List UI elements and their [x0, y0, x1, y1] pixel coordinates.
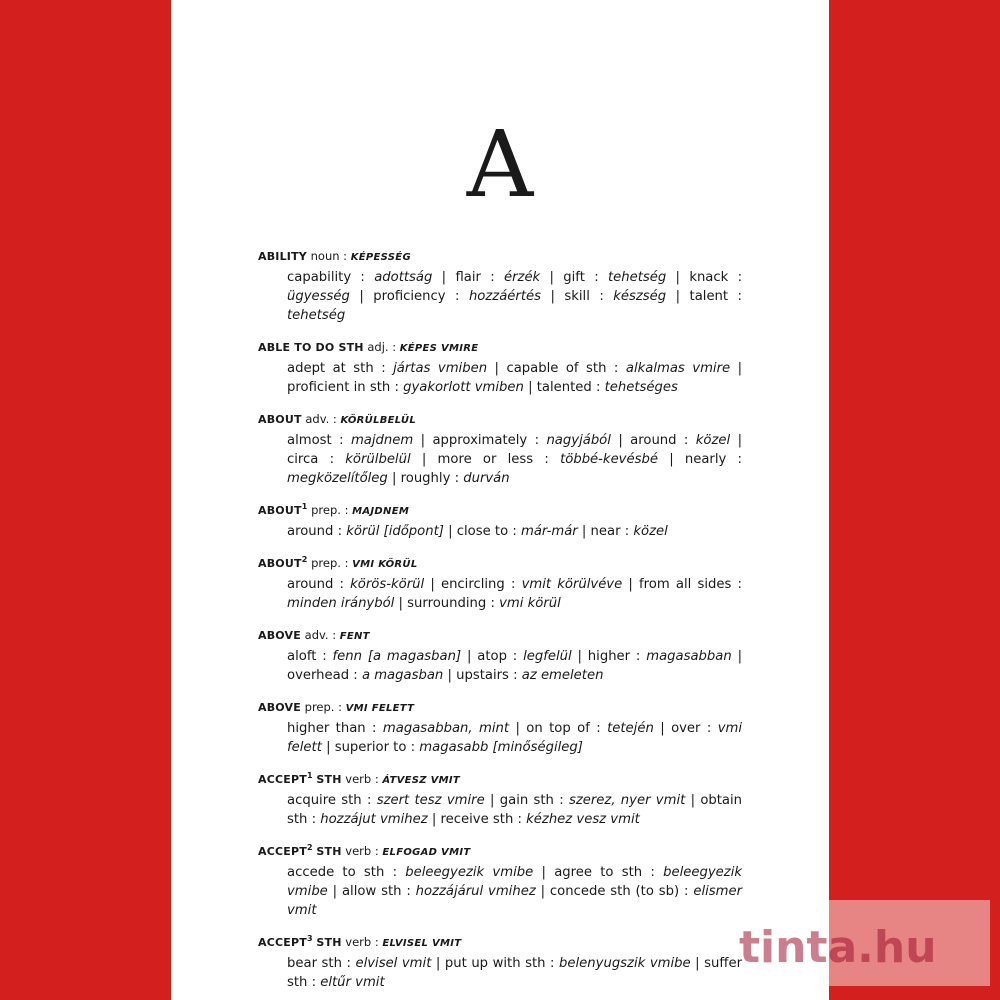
synonym-term: concede sth (to sb) — [549, 884, 680, 899]
sense-number: 1 — [301, 502, 308, 512]
headword-translation: FENT — [339, 631, 370, 642]
entry-headline — [258, 625, 742, 647]
synonym-translation: magasabban — [646, 649, 732, 664]
synonym-term: gift — [563, 270, 585, 285]
entry-headline — [258, 409, 742, 431]
entry-headline — [258, 697, 742, 719]
synonym-translation: eltűr vmit — [320, 975, 385, 990]
headword: ACCEPT — [258, 936, 307, 949]
synonym-translation: a magasban — [361, 668, 444, 683]
synonym-translation: szerez, nyer vmit — [568, 793, 686, 808]
headword-translation: ELVISEL VMIT — [382, 938, 462, 949]
dictionary-entry — [258, 246, 742, 325]
synonym-translation: adottság — [374, 270, 433, 285]
headword: ABOVE — [258, 701, 301, 714]
synonym-translation: többé-kevésbé — [560, 452, 658, 467]
synonym-term: acquire sth — [287, 793, 362, 808]
part-of-speech: adv. : — [304, 628, 337, 642]
entry-headline — [258, 932, 742, 954]
synonym-translation: minden irányból — [287, 596, 395, 611]
headword-translation: ÁTVESZ VMIT — [382, 775, 461, 786]
headword-translation: KÉPESSÉG — [350, 252, 411, 263]
synonym-term: nearly — [684, 452, 727, 467]
part-of-speech: verb : — [345, 935, 379, 949]
headword: ABLE TO DO STH — [258, 341, 364, 354]
synonym-translation: belenyugszik vmibe — [559, 956, 691, 971]
synonym-translation: tetején — [607, 721, 654, 736]
synonym-term: around — [630, 433, 677, 448]
headword-translation: ELFOGAD VMIT — [382, 847, 471, 858]
entry-headline — [258, 337, 742, 359]
headword: ACCEPT — [258, 845, 307, 858]
synonym-translation: már-már — [520, 524, 578, 539]
synonym-term: receive sth — [440, 812, 514, 827]
synonym-term: skill — [564, 289, 590, 304]
synonym-term: aloft — [287, 649, 317, 664]
synonym-list: aloft : fenn [a magasban] | atop : legfelül | higher : magasabban | overhead : a magasban | upstairs : az emeleten — [287, 649, 743, 683]
synonym-translation: vmit körülvéve — [521, 577, 623, 592]
synonym-translation: elismer vmit — [287, 884, 743, 918]
dictionary-entry — [258, 841, 742, 920]
synonym-translation: szert tesz vmire — [376, 793, 485, 808]
synonym-term: atop — [477, 649, 507, 664]
synonym-term: agree to sth — [554, 865, 643, 880]
part-of-speech: prep. : — [304, 700, 342, 714]
sense-number: 1 — [306, 771, 313, 781]
headword-translation: KÉPES VMIRE — [399, 343, 479, 354]
entry-headline — [258, 500, 742, 522]
synonym-translation: hozzájárul vmihez — [415, 884, 536, 899]
synonym-translation: fenn [a magasban] — [332, 649, 462, 664]
synonym-term: proficiency — [373, 289, 446, 304]
dictionary-entry — [258, 625, 742, 685]
synonym-term: higher than — [287, 721, 366, 736]
headword: ACCEPT — [258, 773, 307, 786]
dictionary-entry — [258, 409, 742, 488]
synonym-term: bear sth — [287, 956, 342, 971]
entry-headline — [258, 841, 742, 863]
synonym-list: bear sth : elvisel vmit | put up with sth : belenyugszik vmibe | suffer sth : eltűr vmit — [287, 956, 742, 990]
synonym-term: capable of sth — [506, 361, 607, 376]
watermark-text: tinta.hu — [739, 922, 937, 973]
synonym-term: roughly — [400, 471, 451, 486]
synonym-translation: magasabban, mint — [382, 721, 510, 736]
synonym-translation: közel — [695, 433, 731, 448]
synonym-translation: közel — [633, 524, 668, 539]
synonym-translation: jártas vmiben — [393, 361, 488, 376]
synonym-translation: készség — [613, 289, 667, 304]
synonym-term: knack — [689, 270, 729, 285]
synonym-term: allow sth — [341, 884, 402, 899]
synonym-translation: körül [időpont] — [346, 524, 444, 539]
synonym-list: acquire sth : szert tesz vmire | gain sth : szerez, nyer vmit | obtain sth : hozzájut vmihez | receive sth : kézhez vesz vmit — [287, 793, 743, 827]
synonym-term: close to — [456, 524, 509, 539]
synonym-term: gain sth — [499, 793, 554, 808]
dictionary-entry — [258, 769, 742, 829]
synonym-translation: kézhez vesz vmit — [526, 812, 640, 827]
entry-headline — [258, 769, 742, 791]
part-of-speech: verb : — [345, 844, 379, 858]
synonym-term: from all sides — [639, 577, 732, 592]
part-of-speech: adj. : — [367, 340, 397, 354]
headword: ABOVE — [258, 629, 301, 642]
dictionary-entry — [258, 553, 742, 613]
synonym-term: overhead — [287, 668, 350, 683]
headword: ABILITY — [258, 250, 307, 263]
headword-translation: VMI FELETT — [345, 703, 415, 714]
synonym-translation: körös-körül — [350, 577, 425, 592]
synonym-list: around : körül [időpont] | close to : már-már | near : közel — [287, 524, 668, 539]
dictionary-entry — [258, 697, 742, 757]
synonym-translation: megközelítőleg — [287, 471, 388, 486]
section-letter: A — [466, 111, 534, 218]
synonym-term: higher — [587, 649, 631, 664]
headword-object: STH — [316, 773, 342, 786]
synonym-translation: beleegyezik vmibe — [405, 865, 534, 880]
synonym-term: accede to sth — [287, 865, 385, 880]
sense-number: 2 — [301, 555, 308, 565]
sense-number: 3 — [306, 934, 313, 944]
synonym-translation: alkalmas vmire — [625, 361, 731, 376]
part-of-speech: verb : — [345, 772, 379, 786]
part-of-speech: adv. : — [305, 412, 337, 426]
part-of-speech: noun : — [310, 249, 348, 263]
synonym-translation: érzék — [503, 270, 541, 285]
synonym-translation: elvisel vmit — [355, 956, 432, 971]
synonym-translation: gyakorlott vmiben — [403, 380, 524, 395]
synonym-term: surrounding — [407, 596, 487, 611]
synonym-translation: hozzáértés — [468, 289, 541, 304]
synonym-term: upstairs — [456, 668, 509, 683]
synonym-list: higher than : magasabban, mint | on top of : tetején | over : vmi felett | superior to : magasabb [minőségileg] — [287, 721, 743, 755]
headword-object: STH — [316, 936, 342, 949]
synonym-term: put up with sth — [444, 956, 546, 971]
synonym-translation: magasabb [minőségileg] — [419, 740, 583, 755]
entry-headline — [258, 553, 742, 575]
dictionary-entry — [258, 500, 742, 541]
dictionary-entry — [258, 337, 742, 397]
sense-number: 2 — [306, 843, 313, 853]
synonym-term: near — [590, 524, 621, 539]
entry-headline — [258, 246, 742, 268]
synonym-term: proficient in sth — [287, 380, 391, 395]
headword-object: STH — [316, 845, 342, 858]
synonym-translation: tehetséges — [604, 380, 678, 395]
part-of-speech: prep. : — [311, 503, 349, 517]
part-of-speech: prep. : — [311, 556, 349, 570]
headword: ABOUT — [258, 504, 302, 517]
synonym-list: around : körös-körül | encircling : vmit körülvéve | from all sides : minden irányból | surrounding : vmi körül — [287, 577, 742, 611]
synonym-term: around — [287, 524, 334, 539]
dictionary-page — [171, 0, 829, 1000]
synonym-term: suffer sth — [287, 956, 742, 990]
synonym-translation: tehetség — [607, 270, 667, 285]
headword-translation: MAJDNEM — [352, 506, 410, 517]
headword: ABOUT — [258, 557, 302, 570]
synonym-translation: ügyesség — [287, 289, 350, 304]
synonym-translation: beleegyezik vmibe — [287, 865, 742, 899]
synonym-translation: nagyjából — [546, 433, 611, 448]
synonym-translation: durván — [463, 471, 510, 486]
synonym-term: talent — [689, 289, 729, 304]
synonym-translation: vmi felett — [287, 721, 743, 755]
headword: ABOUT — [258, 413, 302, 426]
synonym-translation: tehetség — [287, 308, 346, 323]
synonym-term: more or less — [437, 452, 534, 467]
synonym-translation: hozzájut vmihez — [320, 812, 428, 827]
synonym-term: around — [287, 577, 334, 592]
headword-translation: KÖRÜLBELÜL — [340, 415, 417, 426]
synonym-translation: legfelül — [523, 649, 572, 664]
synonym-list: almost : majdnem | approximately : nagyjából | around : közel | circa : körülbelül | more or less : többé-kevésbé | nearly : megközelítőleg | roughly : durván — [287, 433, 743, 486]
synonym-term: approximately — [432, 433, 528, 448]
synonym-term: almost — [287, 433, 332, 448]
synonym-list: adept at sth : jártas vmiben | capable of sth : alkalmas vmire | proficient in sth : gyakorlott vmiben | talented : tehetséges — [287, 361, 743, 395]
synonym-term: flair — [455, 270, 481, 285]
synonym-term: obtain sth — [287, 793, 743, 827]
synonym-term: encircling — [440, 577, 505, 592]
synonym-term: capability — [287, 270, 352, 285]
synonym-term: over — [671, 721, 701, 736]
synonym-term: adept at sth — [287, 361, 374, 376]
synonym-term: circa — [287, 452, 319, 467]
synonym-translation: körülbelül — [345, 452, 411, 467]
synonym-term: superior to — [334, 740, 407, 755]
entry-list — [258, 246, 742, 1000]
synonym-translation: az emeleten — [521, 668, 604, 683]
synonym-translation: majdnem — [350, 433, 414, 448]
synonym-term: talented — [536, 380, 592, 395]
synonym-list: accede to sth : beleegyezik vmibe | agree to sth : beleegyezik vmibe | allow sth : hozzájárul vmihez | concede sth (to sb) : elismer vmit — [287, 865, 743, 918]
dictionary-entry — [258, 932, 742, 992]
synonym-translation: vmi körül — [499, 596, 561, 611]
synonym-term: on top of — [526, 721, 590, 736]
synonym-list: capability : adottság | flair : érzék | gift : tehetség | knack : ügyesség | proficiency : hozzáértés | skill : készség | talent : tehetség — [287, 270, 743, 323]
headword-translation: VMI KÖRÜL — [352, 559, 418, 570]
